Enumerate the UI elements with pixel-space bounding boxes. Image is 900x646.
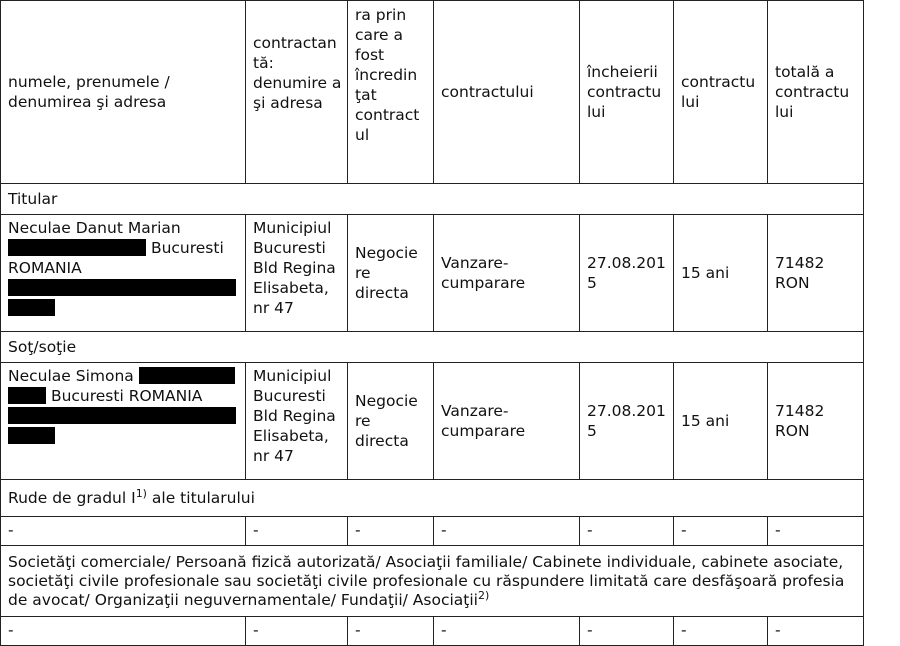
sot-city-country: Bucuresti ROMANIA [50,387,203,405]
section-row-rude [1,480,864,517]
section-label-societati: Societăţi comerciale/ Persoană fizică autorizată/ Asociaţii familiale/ Cabinete individuale, cabinete asociate, societăţi civile profesionale sau societăţi civile profesionale cu răspundere limitată care desfăşoară profesia de avocat/ Organizaţii neguvernamentale/ Fundaţii/ Asociaţii$^{2)}$ [1,546,864,617]
cell-sot-contractant: Municipiul Bucuresti Bld Regina Elisabeta, nr 47 [246,363,348,480]
section-label-rude: Rude de gradul $I^{1)}$ ale titularului [1,480,864,517]
table-row-titular [1,215,864,332]
section-row-titular [1,184,864,215]
dash-cell: - [434,517,580,546]
cell-titular-tip: Vanzare-cumparare [434,215,580,332]
cell-sot-valoare: 71482 RON [768,363,864,480]
table-row-sot [1,363,864,480]
cell-titular-procedura: Negocie re directa [348,215,434,332]
dash-cell: - [246,517,348,546]
dash-cell: - [348,617,434,646]
cell-sot-data: 27.08.201 5 [580,363,674,480]
dash-cell: - [348,517,434,546]
dash-cell: - [434,617,580,646]
section-row-societati [1,546,864,617]
sot-name: Neculae Simona [8,367,134,385]
redaction-block [8,407,236,424]
header-col-durata: contractu lui [674,1,768,184]
header-row [1,1,864,184]
header-col-data: încheierii contractu lui [580,1,674,184]
redaction-block [8,387,46,404]
header-col-valoare: totală a contractu lui [768,1,864,184]
redaction-block [8,239,146,256]
dash-cell: - [768,617,864,646]
titular-country: ROMANIA [8,259,82,277]
cell-sot-procedura: Negocie re directa [348,363,434,480]
header-col-contractant: contractan tă: denumire a şi adresa [246,1,348,184]
cell-titular-name [1,215,246,332]
cell-sot-tip: Vanzare-cumparare [434,363,580,480]
cell-titular-contractant: Municipiul Bucuresti Bld Regina Elisabeta, nr 47 [246,215,348,332]
cell-sot-name [1,363,246,480]
redaction-block [8,299,55,316]
redaction-block [8,279,236,296]
header-col-name: numele, prenumele / denumirea şi adresa [1,1,246,184]
dash-cell: - [768,517,864,546]
dash-cell: - [674,617,768,646]
dash-cell: - [580,517,674,546]
redaction-block [8,427,55,444]
section-row-sot [1,332,864,363]
header-col-procedura: ra prin care a fost încredin ţat contract ul [348,1,434,184]
dash-cell: - [246,617,348,646]
redaction-block [139,367,235,384]
dash-cell: - [1,517,246,546]
titular-city: Bucuresti [150,239,224,257]
table-continuation [0,631,864,645]
cell-titular-valoare: 71482 RON [768,215,864,332]
cell-titular-data: 27.08.201 5 [580,215,674,332]
cell-sot-durata: 15 ani [674,363,768,480]
dash-cell: - [1,617,246,646]
cell-titular-durata: 15 ani [674,215,768,332]
dash-cell: - [580,617,674,646]
section-label-sot: Soţ/soţie [1,332,864,363]
table-row-rude [1,517,864,546]
header-col-tip: contractului [434,1,580,184]
dash-cell: - [674,517,768,546]
titular-name: Neculae Danut Marian [8,219,181,237]
section-label-titular: Titular [1,184,864,215]
